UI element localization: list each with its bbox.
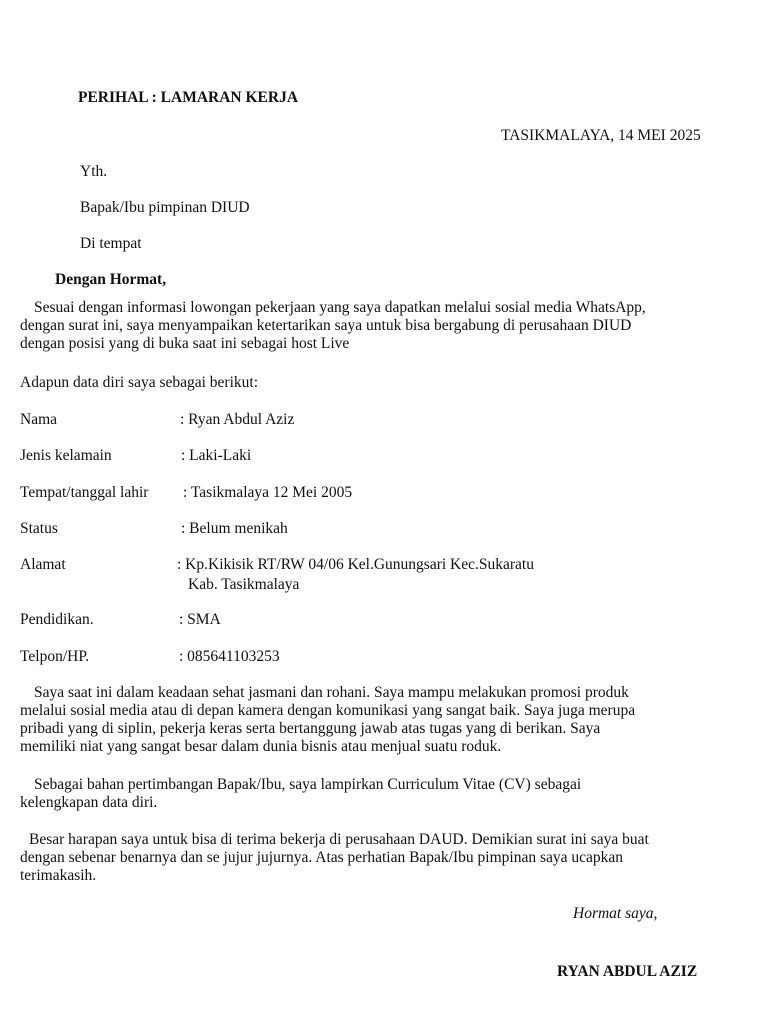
data-value: : Kp.Kikisik RT/RW 04/06 Kel.Gunungsari Kec.Sukaratu	[177, 556, 534, 573]
recipient-line: Bapak/Ibu pimpinan DIUD	[80, 199, 250, 216]
data-label: Telpon/HP.	[20, 648, 90, 665]
recipient-line: Yth.	[80, 163, 108, 180]
paragraph-line: kelengkapan data diri.	[20, 794, 158, 811]
paragraph-line: terimakasih.	[20, 867, 97, 884]
data-value: : Tasikmalaya 12 Mei 2005	[183, 484, 353, 501]
salutation: Dengan Hormat,	[55, 271, 167, 288]
attachment-paragraph	[20, 776, 760, 812]
paragraph-line: Sesuai dengan informasi lowongan pekerjaan yang saya dapatkan melalui sosial media WhatsApp,	[34, 299, 646, 316]
data-value-continued: Kab. Tasikmalaya	[188, 576, 300, 593]
signer-name: RYAN ABDUL AZIZ	[557, 963, 698, 980]
paragraph-line: Besar harapan saya untuk bisa di terima bekerja di perusahaan DAUD. Demikian surat ini saya buat	[29, 831, 649, 848]
sign-off: Hormat saya,	[573, 905, 658, 922]
letter-place-date: TASIKMALAYA, 14 MEI 2025	[501, 127, 701, 144]
paragraph-line: dengan sebenar benarnya dan se jujur jujurnya. Atas perhatian Bapak/Ibu pimpinan saya ucapkan	[20, 849, 624, 866]
data-label: Status	[20, 520, 58, 537]
data-label: Tempat/tanggal lahir	[20, 484, 149, 501]
data-label: Nama	[20, 411, 58, 428]
data-value: : 085641103253	[179, 648, 280, 665]
data-label: Alamat	[20, 556, 66, 573]
paragraph-line: pribadi yang di siplin, pekerja keras serta bertanggung jawab atas tugas yang di berikan. Saya	[20, 720, 601, 737]
data-value: : Belum menikah	[181, 520, 288, 537]
paragraph-line: dengan surat ini, saya menyampaikan ketertarikan saya untuk bisa bergabung di perusahaan DIUD	[20, 317, 632, 334]
letter-subject: PERIHAL : LAMARAN KERJA	[78, 89, 299, 106]
recipient-line: Di tempat	[80, 235, 142, 252]
closing-paragraph	[20, 831, 760, 885]
paragraph-line: melalui sosial media atau di depan kamera dengan komunikasi yang sangat baik. Saya juga merupa	[20, 702, 636, 719]
paragraph-line: dengan posisi yang di buka saat ini sebagai host Live	[20, 335, 350, 352]
paragraph-line: memiliki niat yang sangat besar dalam dunia bisnis atau menjual suatu roduk.	[20, 738, 502, 755]
data-label: Pendidikan.	[20, 611, 94, 628]
condition-paragraph	[20, 684, 760, 756]
opening-paragraph	[20, 299, 760, 353]
data-label: Jenis kelamain	[20, 447, 112, 464]
data-value: : Ryan Abdul Aziz	[180, 411, 295, 428]
data-value: : Laki-Laki	[181, 447, 252, 464]
paragraph-line: Saya saat ini dalam keadaan sehat jasmani dan rohani. Saya mampu melakukan promosi produk	[34, 684, 629, 701]
data-intro: Adapun data diri saya sebagai berikut:	[20, 374, 259, 391]
paragraph-line: Sebagai bahan pertimbangan Bapak/Ibu, saya lampirkan Curriculum Vitae (CV) sebagai	[34, 776, 582, 793]
data-value: : SMA	[179, 611, 221, 628]
